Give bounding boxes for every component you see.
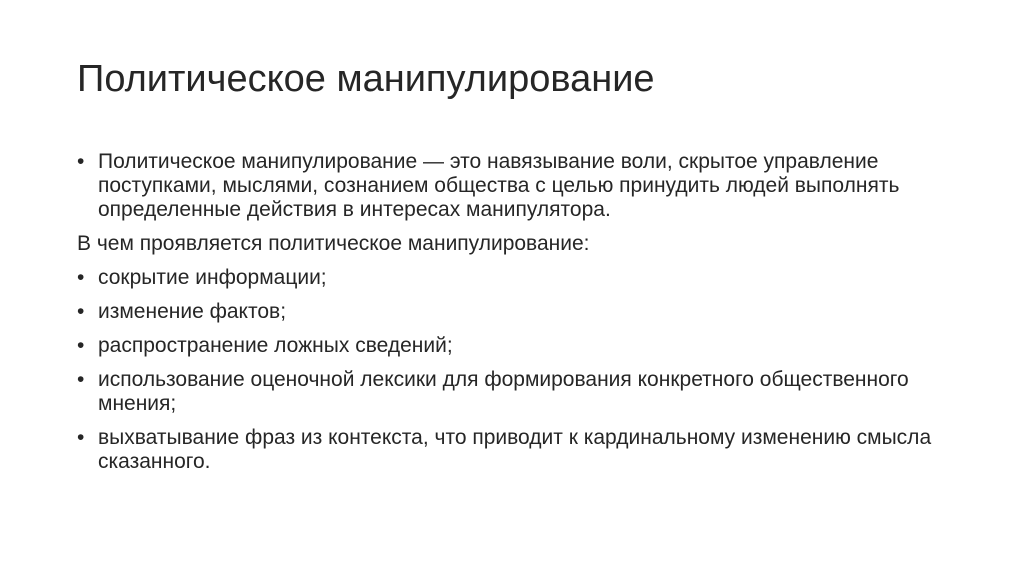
paragraph-text: В чем проявляется политическое манипулирование: [77, 232, 590, 255]
paragraph-question [77, 232, 957, 256]
paragraph-text: Политическое манипулирование — это навязывание воли, скрытое управление поступками, мыслями, сознанием общества с целью принудить людей выполнять определенные действия в интересах манипулятора. [98, 150, 900, 221]
slide-title: Политическое манипулирование [77, 58, 655, 100]
bullet-icon: • [77, 300, 85, 323]
slide-content [77, 150, 957, 484]
list-item-text: изменение фактов; [98, 300, 287, 323]
list-item-text: распространение ложных сведений; [98, 334, 453, 357]
list-item [77, 334, 957, 358]
list-item-text: использование оценочной лексики для формирования конкретного общественного мнения; [98, 368, 909, 415]
list-item-text: сокрытие информации; [98, 266, 327, 289]
bullet-icon: • [77, 426, 85, 449]
list-item [77, 426, 957, 474]
list-item [77, 266, 957, 290]
bullet-icon: • [77, 150, 85, 173]
bullet-icon: • [77, 334, 85, 357]
bullet-icon: • [77, 368, 85, 391]
list-item-text: выхватывание фраз из контекста, что приводит к кардинальному изменению смысла сказанного. [98, 426, 932, 473]
list-item [77, 300, 957, 324]
bullet-icon: • [77, 266, 85, 289]
paragraph-definition [77, 150, 957, 222]
list-item [77, 368, 957, 416]
